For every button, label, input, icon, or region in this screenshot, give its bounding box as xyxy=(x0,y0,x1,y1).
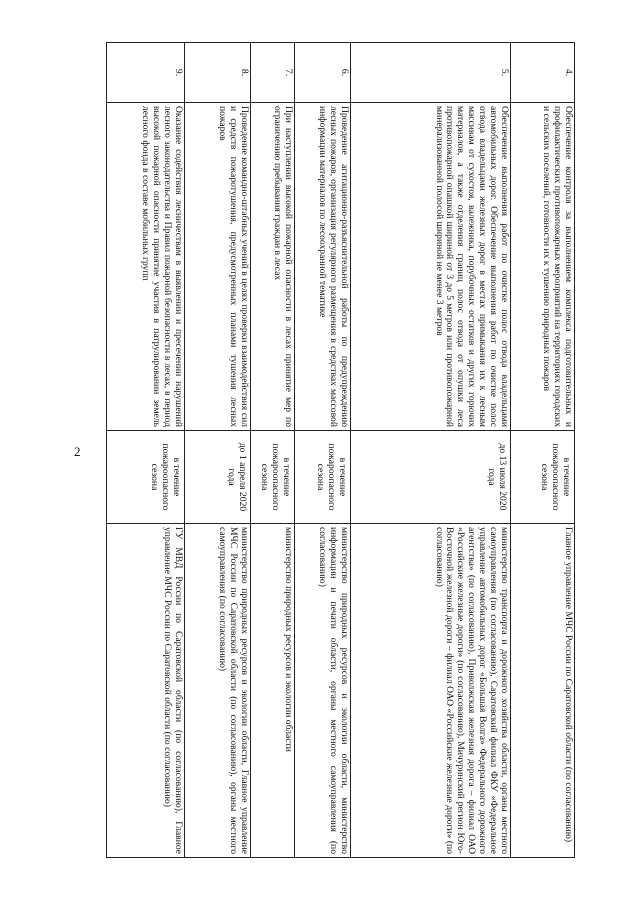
responsible-text: ГУ МВД России по Саратовской области (по согласованию), Главное управление МЧС России по Саратовской области (по согласованию) xyxy=(107,524,185,858)
responsible-text: министерство природных ресурсов и экологии области, министерство информации и печати области, органы местного самоуправления (по согласованию) xyxy=(295,524,351,858)
row-number: 4. xyxy=(511,43,575,103)
table-row xyxy=(511,43,575,858)
table-row xyxy=(185,43,251,858)
row-number: 6. xyxy=(295,43,351,103)
measures-table xyxy=(106,42,575,858)
event-text: Обеспечение контроля за выполнением комплекса подготовительных и профилактических противопожарных мероприятий на территориях городских и сельских поселений, готовности их к тушению природных пожаров xyxy=(511,103,575,431)
table-row xyxy=(107,43,185,858)
term-text: в течение пожароопасного сезона xyxy=(107,431,185,524)
rotated-page-content xyxy=(99,42,575,857)
responsible-text: министерство природных ресурсов и экологии области xyxy=(251,524,295,858)
responsible-text: министерство транспорта и дорожного хозяйства области, органы местного самоуправления (по согласованию), Саратовский филиал ФКУ «Федеральное управление автомобильных дорог «Большая Волга» Федерального дорожного агентства» (по согласованию), Приволжская железная дорога – филиал ОАО «Российские железные дороги» (по согласованию), Мичуринский регион Юго-Восточной железной дороги – филиал ОАО «Российские железные дороги» (по согласованию) xyxy=(351,524,511,858)
table-row xyxy=(295,43,351,858)
term-text: до 13 июля 2020 года xyxy=(351,431,511,524)
event-text: Проведение командно-штабных учений в целях проверки взаимодействия сил и средств пожаротушения, предусмотренных планами тушения лесных пожаров xyxy=(185,103,251,431)
event-text: При наступлении высокой пожарной опасности в лесах принятие мер по ограничению пребывания граждан в лесах xyxy=(251,103,295,431)
event-text: Оказание содействия лесничествам в выявлении и пресечении нарушений лесного законодательства и Правил пожарной безопасности в лесах, в период высокой пожарной опасности принятие участия в патрулировании земель лесного фонда в составе мобильных групп xyxy=(107,103,185,431)
responsible-text: Главное управление МЧС России по Саратовской области (по согласованию) xyxy=(511,524,575,858)
responsible-text: министерство природных ресурсов и экологии области, Главное управление МЧС России по Саратовской области (по согласованию), органы местного самоуправления (по согласованию) xyxy=(185,524,251,858)
row-number: 7. xyxy=(251,43,295,103)
table-row xyxy=(251,43,295,858)
term-text: до 1 апреля 2020 года xyxy=(185,431,251,524)
term-text: в течение пожароопасного сезона xyxy=(511,431,575,524)
table-row xyxy=(351,43,511,858)
row-number: 8. xyxy=(185,43,251,103)
page-number: 2 xyxy=(74,444,81,459)
row-number: 9. xyxy=(107,43,185,103)
term-text: в течение пожароопасного сезона xyxy=(251,431,295,524)
row-number: 5. xyxy=(351,43,511,103)
event-text: Обеспечение выполнения работ по очистке полос отвода владельцами автомобильных дорог. Обеспечение выполнения работ по очистке полос отвода владельцами железных дорог в местах примыкания их к лесным массивам от сухостоя, валежника, порубочных остатков и других горючих материалов, а также отделения границ полос отвода от опушки леса противопожарной опашкой шириной от 3 до 5 метров или противопожарной минерализованной полосой шириной не менее 3 метров xyxy=(351,103,511,431)
event-text: Проведение агитационно-разъяснительной работы по предупреждению лесных пожаров, организация регулярного размещения в средствах массовой информации материалов по лесоохранной тематике xyxy=(295,103,351,431)
term-text: в течение пожароопасного сезона xyxy=(295,431,351,524)
